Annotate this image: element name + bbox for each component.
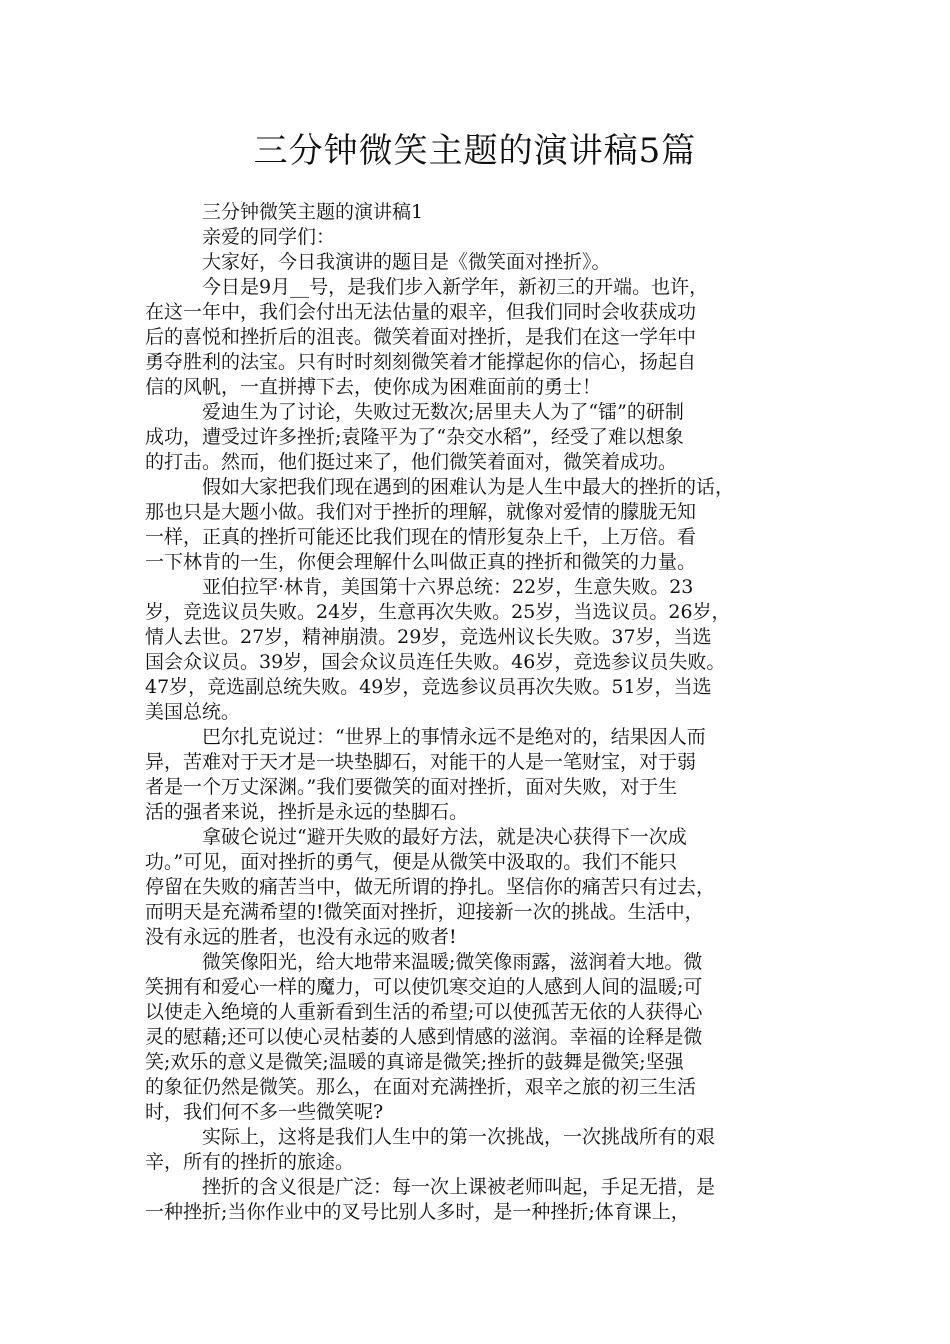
paragraph-line: 情人去世。27岁，精神崩溃。29岁，竞选州议长失败。37岁，当选 xyxy=(145,626,712,648)
paragraph-line: 时，我们何不多一些微笑呢? xyxy=(145,1101,384,1123)
paragraph-line: 成功，遭受过许多挫折;袁隆平为了“杂交水稻”，经受了难以想象 xyxy=(145,426,684,448)
paragraph-line: 国会众议员。39岁，国会众议员连任失败。46岁，竞选参议员失败。 xyxy=(145,651,726,673)
paragraph xyxy=(145,950,810,1125)
paragraph-line: 信的风帆，一直拼搏下去，使你成为困难面前的勇士！ xyxy=(145,376,602,398)
paragraph-line: 三分钟微笑主题的演讲稿1 xyxy=(202,201,424,223)
paragraph xyxy=(145,575,810,725)
paragraph xyxy=(145,275,810,400)
paragraph-line: 微笑像阳光，给大地带来温暖;微笑像雨露，滋润着大地。微 xyxy=(202,951,703,973)
paragraph-line: 停留在失败的痛苦当中，做无所谓的挣扎。坚信你的痛苦只有过去， xyxy=(145,876,716,898)
paragraph-line: 笑;欢乐的意义是微笑;温暖的真谛是微笑;挫折的鼓舞是微笑;坚强 xyxy=(145,1051,684,1073)
paragraph xyxy=(145,200,810,225)
paragraph-line: 一种挫折;当你作业中的叉号比别人多时，是一种挫折;体育课上， xyxy=(145,1201,690,1223)
paragraph-line: 在这一年中，我们会付出无法估量的艰辛，但我们同时会收获成功 xyxy=(145,301,697,323)
paragraph-line: 一样，正真的挫折可能还比我们现在的情形复杂上千，上万倍。看 xyxy=(145,526,697,548)
paragraph-line: 岁，竞选议员失败。24岁，生意再次失败。25岁，当选议员。26岁， xyxy=(145,601,731,623)
paragraph-line: 功。”可见，面对挫折的勇气，便是从微笑中汲取的。我们不能只 xyxy=(145,851,678,873)
document-body xyxy=(145,200,810,1225)
paragraph-line: 笑拥有和爱心一样的魔力，可以使饥寒交迫的人感到人间的温暖;可 xyxy=(145,976,703,998)
paragraph xyxy=(145,250,810,275)
paragraph-line: 美国总统。 xyxy=(145,701,241,723)
paragraph xyxy=(145,1125,810,1175)
paragraph-line: 而明天是充满希望的!微笑面对挫折，迎接新一次的挑战。生活中， xyxy=(145,901,704,923)
paragraph-line: 后的喜悦和挫折后的沮丧。微笑着面对挫折，是我们在这一学年中 xyxy=(145,326,697,348)
paragraph-line: 大家好，今日我演讲的题目是《微笑面对挫折》。 xyxy=(202,251,611,273)
paragraph xyxy=(145,225,810,250)
paragraph xyxy=(145,475,810,575)
paragraph-line: 挫折的含义很是广泛：每一次上课被老师叫起，手足无措，是 xyxy=(202,1176,716,1198)
paragraph-line: 47岁，竞选副总统失败。49岁，竞选参议员再次失败。51岁，当选 xyxy=(145,676,712,698)
paragraph-line: 一下林肯的一生，你便会理解什么叫做正真的挫折和微笑的力量。 xyxy=(145,551,697,573)
paragraph-line: 辛，所有的挫折的旅途。 xyxy=(145,1151,355,1173)
paragraph-line: 以使走入绝境的人重新看到生活的希望;可以使孤苦无依的人获得心 xyxy=(145,1001,703,1023)
paragraph-line: 亲爱的同学们： xyxy=(202,226,336,248)
paragraph xyxy=(145,1175,810,1225)
paragraph-line: 拿破仑说过“避开失败的最好方法，就是决心获得下一次成 xyxy=(202,826,687,848)
paragraph-line: 灵的慰藉;还可以使心灵枯萎的人感到情感的滋润。幸福的诠释是微 xyxy=(145,1026,703,1048)
paragraph-line: 实际上，这将是我们人生中的第一次挑战，一次挑战所有的艰 xyxy=(202,1126,716,1148)
paragraph-line: 的打击。然而，他们挺过来了，他们微笑着面对，微笑着成功。 xyxy=(145,451,678,473)
paragraph-line: 异，苦难对于天才是一块垫脚石，对能干的人是一笔财宝，对于弱 xyxy=(145,751,697,773)
paragraph-line: 那也只是大题小做。我们对于挫折的理解，就像对爱情的朦胧无知 xyxy=(145,501,697,523)
paragraph xyxy=(145,725,810,825)
paragraph-line: 没有永远的胜者，也没有永远的败者! xyxy=(145,926,457,948)
paragraph-line: 假如大家把我们现在遇到的困难认为是人生中最大的挫折的话， xyxy=(202,476,735,498)
paragraph-line: 今日是9月__号，是我们步入新学年，新初三的开端。也许， xyxy=(202,276,709,298)
paragraph-line: 亚伯拉罕·林肯，美国第十六界总统：22岁，生意失败。23 xyxy=(202,576,694,598)
paragraph-line: 的象征仍然是微笑。那么，在面对充满挫折，艰辛之旅的初三生活 xyxy=(145,1076,697,1098)
paragraph-line: 爱迪生为了讨论，失败过无数次;居里夫人为了“镭”的研制 xyxy=(202,401,684,423)
paragraph xyxy=(145,400,810,475)
paragraph xyxy=(145,825,810,950)
paragraph-line: 勇夺胜利的法宝。只有时时刻刻微笑着才能撑起你的信心，扬起自 xyxy=(145,351,697,373)
paragraph-line: 巴尔扎克说过：“世界上的事情永远不是绝对的，结果因人而 xyxy=(202,726,706,748)
paragraph-line: 活的强者来说，挫折是永远的垫脚石。 xyxy=(145,801,469,823)
paragraph-line: 者是一个万丈深渊。”我们要微笑的面对挫折，面对失败，对于生 xyxy=(145,776,678,798)
document-title: 三分钟微笑主题的演讲稿5篇 xyxy=(253,131,697,171)
